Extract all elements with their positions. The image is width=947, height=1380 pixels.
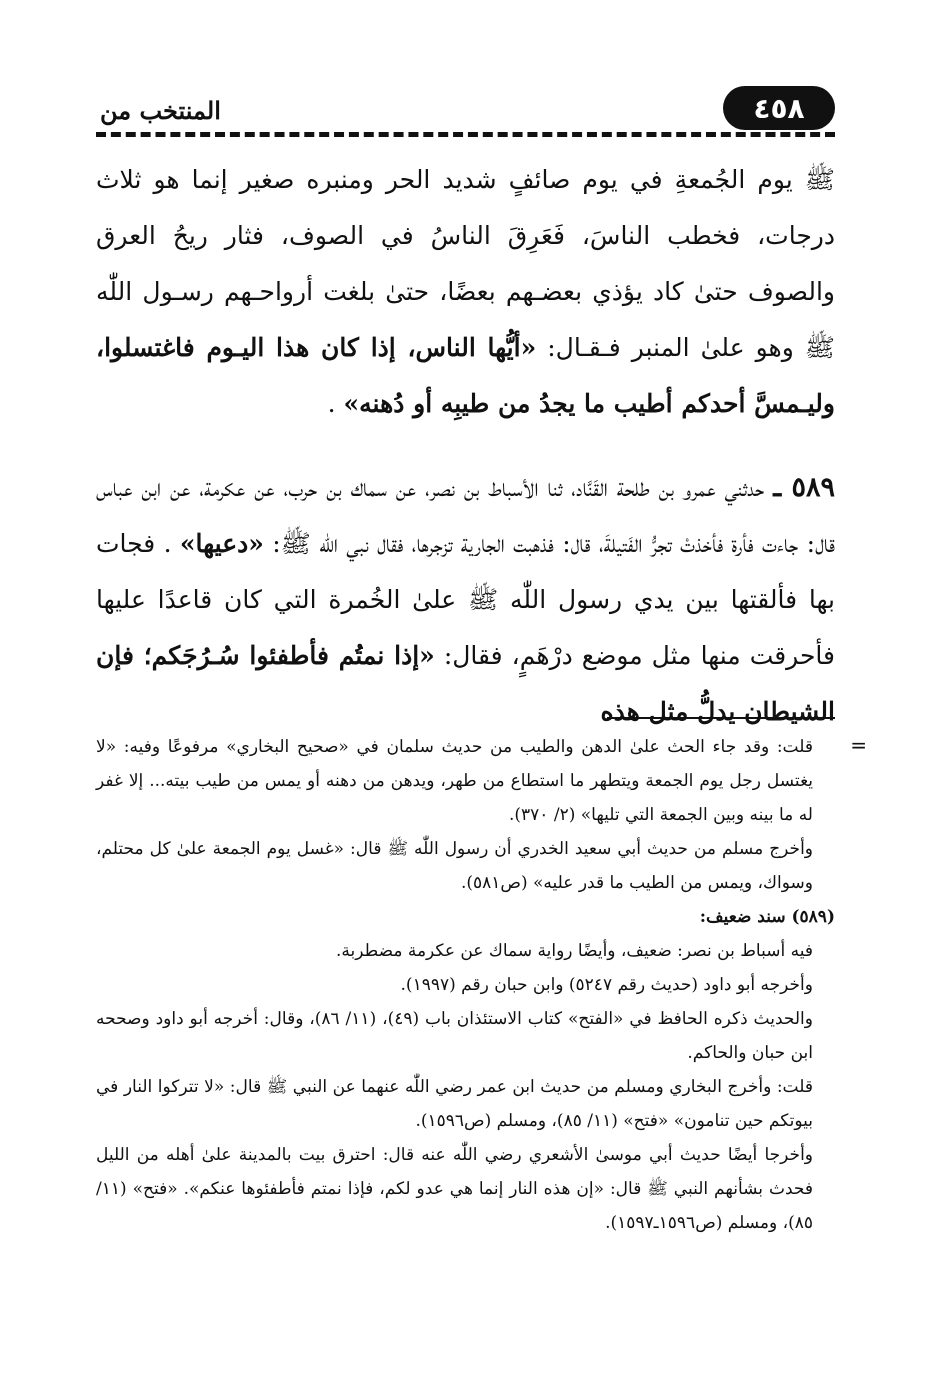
footnotes — [96, 730, 835, 1240]
footnote-continuation-mark: = — [850, 733, 867, 757]
footnote-paragraph: والحديث ذكره الحافظ في «الفتح» كتاب الاستئذان باب (٤٩)، (١١/ ٨٦)، وقال: أخرجه أبو داود وصححه ابن حبان والحاكم. — [96, 1009, 813, 1063]
paragraph-text: ﷺ يوم الجُمعةِ في يوم صائفٍ شديد الحر ومنبره صغير إنما هو ثلاث درجات، فخطب الناسَ، فَعَرِقَ الناسُ في الصوف، فثار ريحُ العرق والصوف حتىٰ كاد يؤذي بعضـهم بعضًا، حتىٰ بلغت أرواحـهم رسـول اللّٰه ﷺ وهو علىٰ المنبر فـقـال: — [96, 165, 835, 362]
footnote-separator — [607, 717, 835, 719]
paragraph-text: حدثني عمرو بن طلحة القَنَّاد، ثنا الأسباط بن نصر، عن سماك بن حرب، عن عكرمة، عن ابن عباس قال: جاءت فأرة فأخذتْ تجرُّ الفَتيلةَ، قال: فذهبت الجارية تزجرها، فقال نبي اللّٰه ﷺ: — [96, 473, 835, 558]
paragraph-hadith-589 — [96, 460, 835, 740]
paragraph-hadith-588-continuation — [96, 152, 835, 432]
prophetic-quote: «دعيها» — [179, 529, 264, 558]
hadith-number: ٥٨٩ ـ — [773, 472, 836, 503]
paragraph-end: . — [327, 389, 336, 418]
main-text — [96, 152, 835, 740]
footnote-paragraph: فيه أسباط بن نصر: ضعيف، وأيضًا رواية سماك عن عكرمة مضطربة. — [336, 941, 813, 961]
header-dashed-rule — [96, 132, 835, 137]
running-title: المنتخب من — [100, 96, 221, 125]
footnote-heading-589: (٥٨٩) سند ضعيف: — [699, 907, 835, 927]
footnote-paragraph: وأخرجه أبو داود (حديث رقم ٥٢٤٧) وابن حبان رقم (١٩٩٧). — [400, 975, 813, 995]
page-header — [96, 80, 835, 132]
page-number-badge: ٤٥٨ — [723, 86, 835, 130]
paragraph-text: . فجات بها فألقتها بين يدي رسول اللّٰه ﷺ علىٰ الخُمرة التي كان قاعدًا عليها فأحرقت منها مثل موضع درْهَمٍ، فقال: — [96, 529, 836, 670]
prophetic-quote: «إذا نمتُم فأطفئوا سُـرُجَكم؛ فإن الشيطان يدلُّ مثل هذه — [96, 641, 835, 726]
prophetic-quote: «أيُّها الناس، إذا كان هذا اليـوم فاغتسلوا، وليـمسَّ أحدكم أطيب ما يجدُ من طيبِه أو دُهنه» — [96, 333, 835, 418]
footnote-paragraph: وأخرجا أيضًا حديث أبي موسىٰ الأشعري رضي اللّٰه عنه قال: احترق بيت بالمدينة علىٰ أهله من الليل فحدث بشأنهم النبي ﷺ قال: «إن هذه النار إنما هي عدو لكم، فإذا نمتم فأطفئوها عنكم». «فتح» (١١/ ٨٥)، ومسلم (ص١٥٩٦ـ١٥٩٧). — [96, 1145, 813, 1233]
footnote-paragraph: وأخرج مسلم من حديث أبي سعيد الخدري أن رسول اللّٰه ﷺ قال: «غسل يوم الجمعة علىٰ كل محتلم، وسواك، ويمس من الطيب ما قدر عليه» (ص٥٨١). — [96, 839, 813, 893]
footnote-paragraph: قلت: وقد جاء الحث علىٰ الدهن والطيب من حديث سلمان في «صحيح البخاري» مرفوعًا وفيه: «لا يغتسل رجل يوم الجمعة ويتطهر ما استطاع من طهر، ويدهن من دهنه أو يمس من طيب بيته... إلا غفر له ما بينه وبين الجمعة التي تليها» (٢/ ٣٧٠). — [96, 737, 813, 825]
footnote-paragraph: قلت: وأخرج البخاري ومسلم من حديث ابن عمر رضي اللّٰه عنهما عن النبي ﷺ قال: «لا تتركوا النار في بيوتكم حين تنامون» «فتح» (١١/ ٨٥)، ومسلم (ص١٥٩٦). — [96, 1077, 813, 1131]
